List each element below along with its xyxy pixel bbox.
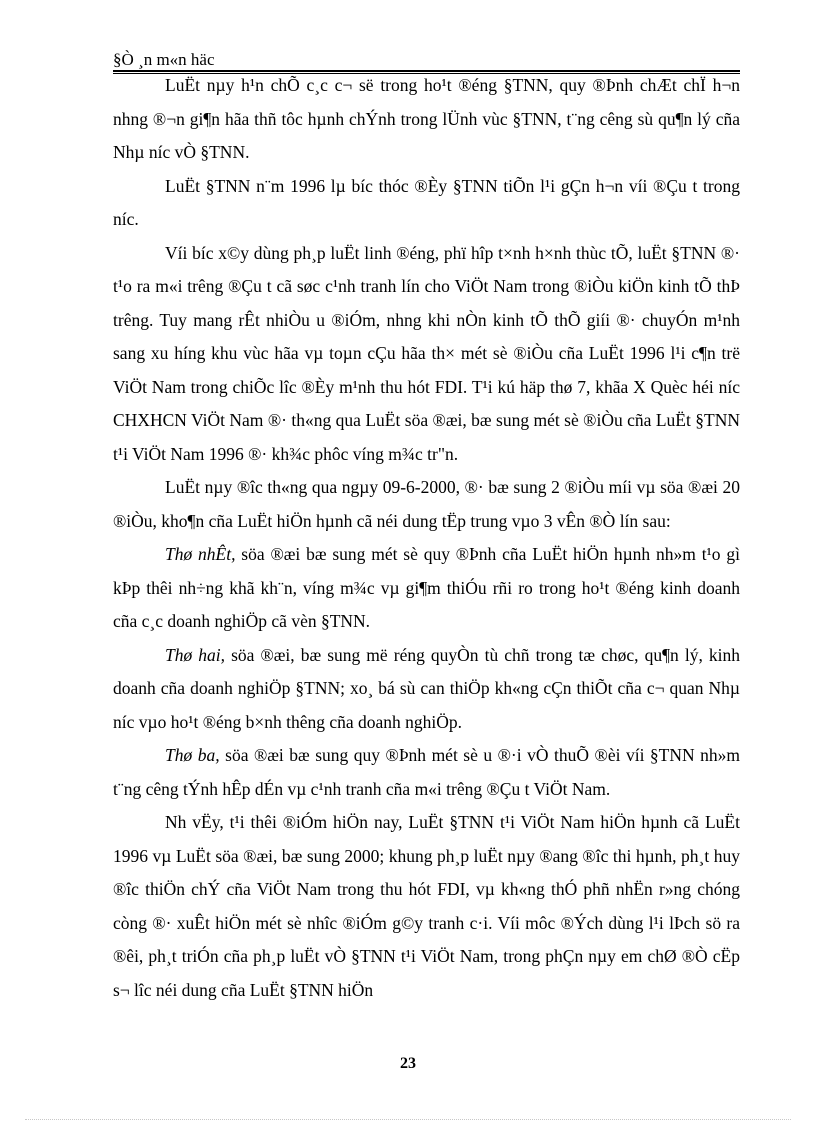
paragraph	[113, 170, 740, 237]
paragraph	[113, 237, 740, 472]
document-body	[113, 69, 740, 1007]
paragraph-text: Nh vËy, t¹i thêi ®iÓm hiÖn nay, LuËt §TNN t¹i ViÖt Nam hiÖn hµnh cã LuËt 1996 vµ LuËt söa ®æi, bæ sung 2000; khung ph¸p luËt nµy ®ang ®îc thi hµnh, ph¸t huy ®îc thiÖn chÝ cña ViÖt Nam trong thu hót FDI, vµ kh«ng thÓ phñ nhËn r»ng chóng còng ®· xuÊt hiÖn mét sè nhîc ®iÓm g©y tranh c·i. Víi môc ®Ých dùng l¹i lÞch sö ra ®êi, ph¸t triÓn cña ph¸p luËt vÒ §TNN t¹i ViÖt Nam, trong phÇn nµy em chØ ®Ò cËp s¬ lîc néi dung cña LuËt §TNN hiÖn	[113, 812, 740, 1000]
page-header: §Ò ¸n m«n häc	[113, 50, 215, 69]
paragraph	[113, 739, 740, 806]
paragraph	[113, 471, 740, 538]
paragraph-text: LuËt §TNN n¨m 1996 lµ bíc thóc ®Èy §TNN tiÕn l¹i gÇn h¬n víi ®Çu t trong níc.	[113, 175, 740, 229]
paragraph-text: söa ®æi, bæ sung më réng quyÒn tù chñ trong tæ chøc, qu¶n lý, kinh doanh cña doanh nghiÖp §TNN; xo¸ bá sù can thiÖp kh«ng cÇn thiÕt cña c¬ quan Nhµ níc vµo ho¹t ®éng b×nh thêng cña doanh nghiÖp.	[113, 644, 740, 732]
paragraph-lead: Thø nhÊt,	[165, 544, 236, 564]
paragraph	[113, 806, 740, 1007]
paragraph	[113, 69, 740, 170]
paragraph-lead: Thø hai,	[165, 644, 226, 665]
paragraph-text: LuËt nµy ®îc th«ng qua ngµy 09-6-2000, ®· bæ sung 2 ®iÒu míi vµ söa ®æi 20 ®iÒu, kho¶n cña LuËt hiÖn hµnh cã néi dung tËp trung vµo 3 vÊn ®Ò lín sau:	[113, 477, 740, 531]
page-bottom-border	[25, 1119, 791, 1120]
paragraph-lead: Thø ba,	[165, 745, 220, 765]
paragraph	[113, 538, 740, 639]
page-number: 23	[400, 1055, 416, 1072]
paragraph-text: söa ®æi bæ sung mét sè quy ®Þnh cña LuËt hiÖn hµnh nh»m t¹o gì kÞp thêi nh÷ng khã kh¨n, víng m¾c vµ gi¶m thiÓu rñi ro trong ho¹t ®éng kinh doanh cña c¸c doanh nghiÖp cã vèn §TNN.	[113, 544, 740, 631]
paragraph-text: Víi bíc x©y dùng ph¸p luËt linh ®éng, phï hîp t×nh h×nh thùc tÕ, luËt §TNN ®· t¹o ra m«i trêng ®Çu t cã søc c¹nh tranh lín cho ViÖt Nam trong ®iÒu kiÖn kinh tÕ thÞ trêng. Tuy mang rÊt nhiÒu u ®iÓm, nhng khi nÒn kinh tÕ thÕ giíi ®· chuyÓn m¹nh sang xu híng khu vùc hãa vµ toµn cÇu hãa th× mét sè ®iÒu cña LuËt 1996 l¹i c¶n trë ViÖt Nam trong chiÕc lîc ®Èy m¹nh thu hót FDI. T¹i kú häp thø 7, khãa X Quèc héi níc CHXHCN ViÖt Nam ®· th«ng qua LuËt söa ®æi, bæ sung mét sè ®iÒu cña LuËt §TNN t¹i ViÖt Nam 1996 ®· kh¾c phôc víng m¾c tr"n.	[113, 242, 740, 464]
paragraph-text: LuËt nµy h¹n chÕ c¸c c¬ së trong ho¹t ®éng §TNN, quy ®Þnh chÆt chÏ h¬n nhng ®¬n gi¶n hãa thñ tôc hµnh chÝnh trong lÜnh vùc §TNN, t¨ng cêng sù qu¶n lý cña Nhµ níc vÒ §TNN.	[113, 75, 740, 162]
paragraph-text: söa ®æi bæ sung quy ®Þnh mét sè u ®·i vÒ thuÕ ®èi víi §TNN nh»m t¨ng cêng tÝnh hÊp dÉn vµ c¹nh tranh cña m«i trêng ®Çu t ViÖt Nam.	[113, 745, 741, 799]
paragraph	[113, 639, 740, 740]
